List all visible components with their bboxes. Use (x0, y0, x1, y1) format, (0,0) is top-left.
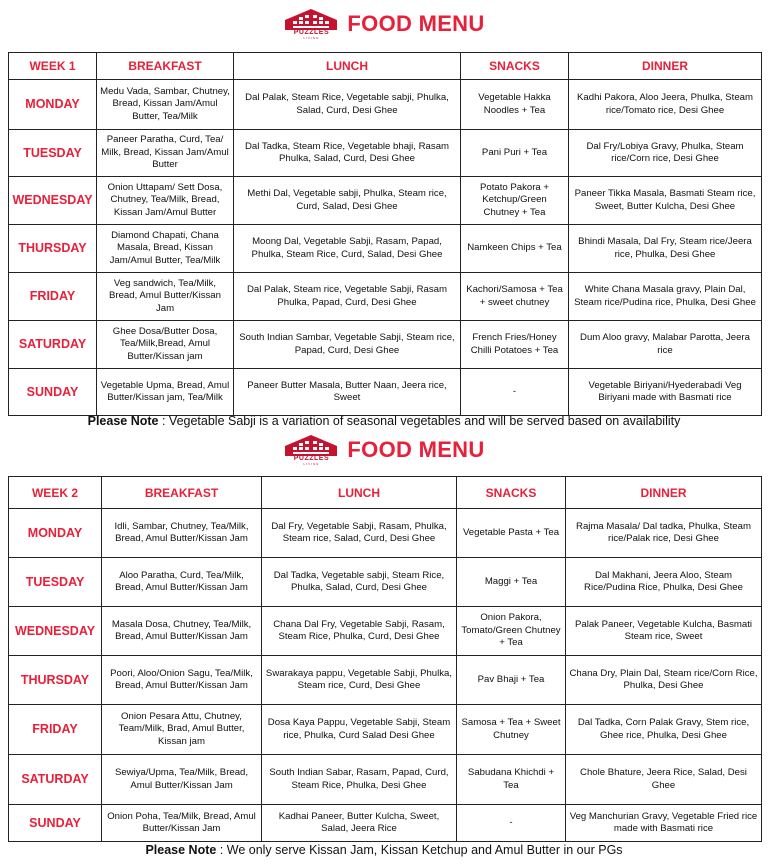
dinner-cell: Palak Paneer, Vegetable Kulcha, Basmati Steam rice, Sweet (566, 607, 762, 656)
day-cell: MONDAY (9, 80, 97, 130)
brand-sub: LIVING (303, 36, 320, 40)
breakfast-cell: Paneer Paratha, Curd, Tea/ Milk, Bread, Kissan Jam/Amul Butter (97, 130, 234, 177)
day-cell: WEDNESDAY (9, 607, 102, 656)
lunch-cell: South Indian Sambar, Vegetable Sabji, Steam rice, Papad, Curd, Desi Ghee (234, 321, 461, 369)
column-breakfast: BREAKFAST (97, 53, 234, 80)
dinner-cell: Bhindi Masala, Dal Fry, Steam rice/Jeera rice, Phulka, Desi Ghee (569, 225, 762, 273)
house-logo-icon (283, 8, 339, 30)
dinner-cell: Kadhi Pakora, Aloo Jeera, Phulka, Steam rice/Tomato rice, Desi Ghee (569, 80, 762, 130)
column-snacks: SNACKS (461, 53, 569, 80)
dinner-cell: Veg Manchurian Gravy, Vegetable Fried rice made with Basmati rice (566, 805, 762, 842)
lunch-cell: South Indian Sabar, Rasam, Papad, Curd, Steam Rice, Phulka, Desi Ghee (262, 755, 457, 805)
dinner-cell: Dal Makhani, Jeera Aloo, Steam Rice/Pudina Rice, Phulka, Desi Ghee (566, 558, 762, 607)
table-row (9, 805, 762, 842)
table-row (9, 273, 762, 321)
table-row (9, 225, 762, 273)
table-row (9, 558, 762, 607)
breakfast-cell: Medu Vada, Sambar, Chutney, Bread, Kissan Jam/Amul Butter, Tea/Milk (97, 80, 234, 130)
snacks-cell: French Fries/Honey Chilli Potatoes + Tea (461, 321, 569, 369)
note-text: : We only serve Kissan Jam, Kissan Ketchup and Amul Butter in our PGs (216, 843, 623, 857)
snacks-cell: Potato Pakora + Ketchup/Green Chutney + Tea (461, 177, 569, 225)
snacks-cell: Kachori/Samosa + Tea + sweet chutney (461, 273, 569, 321)
snacks-cell: - (461, 369, 569, 416)
table-row (9, 509, 762, 558)
brand-name: PUZZLES (293, 29, 330, 36)
day-cell: MONDAY (9, 509, 102, 558)
snacks-cell: Pani Puri + Tea (461, 130, 569, 177)
day-cell: SATURDAY (9, 755, 102, 805)
dinner-cell: White Chana Masala gravy, Plain Dal, Steam rice/Pudina rice, Phulka, Desi Ghee (569, 273, 762, 321)
lunch-cell: Dal Palak, Steam Rice, Vegetable sabji, Phulka, Salad, Curd, Desi Ghee (234, 80, 461, 130)
breakfast-cell: Idli, Sambar, Chutney, Tea/Milk, Bread, Amul Butter/Kissan Jam (102, 509, 262, 558)
dinner-cell: Paneer Tikka Masala, Basmati Steam rice, Sweet, Butter Kulcha, Desi Ghee (569, 177, 762, 225)
table-row (9, 755, 762, 805)
table-row (9, 705, 762, 755)
house-logo-icon (283, 434, 339, 456)
breakfast-cell: Diamond Chapati, Chana Masala, Bread, Kissan Jam/Amul Butter, Tea/Milk (97, 225, 234, 273)
lunch-cell: Dal Tadka, Vegetable sabji, Steam Rice, Phulka, Salad, Curd, Desi Ghee (262, 558, 457, 607)
dinner-cell: Rajma Masala/ Dal tadka, Phulka, Steam rice/Palak rice, Desi Ghee (566, 509, 762, 558)
snacks-cell: Vegetable Hakka Noodles + Tea (461, 80, 569, 130)
table-row (9, 656, 762, 705)
lunch-cell: Paneer Butter Masala, Butter Naan, Jeera rice, Sweet (234, 369, 461, 416)
table-row (9, 177, 762, 225)
dinner-cell: Dal Tadka, Corn Palak Gravy, Stem rice, Ghee rice, Phulka, Desi Ghee (566, 705, 762, 755)
lunch-cell: Dal Fry, Vegetable Sabji, Rasam, Phulka, Steam rice, Salad, Curd, Desi Ghee (262, 509, 457, 558)
dinner-cell: Dal Fry/Lobiya Gravy, Phulka, Steam rice/Corn rice, Desi Ghee (569, 130, 762, 177)
week1-section (8, 52, 761, 416)
column-lunch: LUNCH (234, 53, 461, 80)
snacks-cell: - (457, 805, 566, 842)
snacks-cell: Onion Pakora, Tomato/Green Chutney + Tea (457, 607, 566, 656)
day-cell: THURSDAY (9, 656, 102, 705)
lunch-cell: Dal Tadka, Steam Rice, Vegetable bhaji, Rasam Phulka, Salad, Curd, Desi Ghee (234, 130, 461, 177)
lunch-cell: Chana Dal Fry, Vegetable Sabji, Rasam, Steam Rice, Phulka, Curd, Desi Ghee (262, 607, 457, 656)
page-title: FOOD MENU (347, 437, 485, 462)
week1-table (8, 52, 762, 416)
table-row (9, 607, 762, 656)
week1-header (0, 6, 768, 42)
table-row (9, 80, 762, 130)
snacks-cell: Vegetable Pasta + Tea (457, 509, 566, 558)
week2-table (8, 476, 762, 842)
breakfast-cell: Veg sandwich, Tea/Milk, Bread, Amul Butter/Kissan Jam (97, 273, 234, 321)
dinner-cell: Chole Bhature, Jeera Rice, Salad, Desi Ghee (566, 755, 762, 805)
brand-sub: LIVING (303, 462, 320, 466)
day-cell: FRIDAY (9, 273, 97, 321)
brand-logo (283, 8, 339, 40)
lunch-cell: Methi Dal, Vegetable sabji, Phulka, Steam rice, Curd, Salad, Desi Ghee (234, 177, 461, 225)
breakfast-cell: Poori, Aloo/Onion Sagu, Tea/Milk, Bread, Amul Butter/Kissan Jam (102, 656, 262, 705)
week-label: WEEK 2 (9, 477, 102, 509)
breakfast-cell: Onion Uttapam/ Sett Dosa, Chutney, Tea/Milk, Bread, Kissan Jam/Amul Butter (97, 177, 234, 225)
lunch-cell: Dal Palak, Steam rice, Vegetable Sabji, Rasam Phulka, Papad, Curd, Desi Ghee (234, 273, 461, 321)
breakfast-cell: Onion Poha, Tea/Milk, Bread, Amul Butter/Kissan Jam (102, 805, 262, 842)
lunch-cell: Moong Dal, Vegetable Sabji, Rasam, Papad, Phulka, Steam Rice, Curd, Salad, Desi Ghee (234, 225, 461, 273)
column-breakfast: BREAKFAST (102, 477, 262, 509)
day-cell: SATURDAY (9, 321, 97, 369)
snacks-cell: Samosa + Tea + Sweet Chutney (457, 705, 566, 755)
week1-header-row (9, 53, 762, 80)
week2-header-row (9, 477, 762, 509)
day-cell: WEDNESDAY (9, 177, 97, 225)
page-title: FOOD MENU (347, 11, 485, 36)
day-cell: TUESDAY (9, 558, 102, 607)
snacks-cell: Pav Bhaji + Tea (457, 656, 566, 705)
table-row (9, 130, 762, 177)
snacks-cell: Sabudana Khichdi + Tea (457, 755, 566, 805)
breakfast-cell: Vegetable Upma, Bread, Amul Butter/Kissan jam, Tea/Milk (97, 369, 234, 416)
column-lunch: LUNCH (262, 477, 457, 509)
snacks-cell: Maggi + Tea (457, 558, 566, 607)
column-snacks: SNACKS (457, 477, 566, 509)
brand-name: PUZZLES (293, 455, 330, 462)
lunch-cell: Kadhai Paneer, Butter Kulcha, Sweet, Salad, Jeera Rice (262, 805, 457, 842)
note-label: Please Note (145, 843, 217, 857)
lunch-cell: Dosa Kaya Pappu, Vegetable Sabji, Steam rice, Phulka, Curd Salad Desi Ghee (262, 705, 457, 755)
day-cell: SUNDAY (9, 805, 102, 842)
day-cell: FRIDAY (9, 705, 102, 755)
day-cell: SUNDAY (9, 369, 97, 416)
week-label: WEEK 1 (9, 53, 97, 80)
breakfast-cell: Ghee Dosa/Butter Dosa, Tea/Milk,Bread, Amul Butter/Kissan jam (97, 321, 234, 369)
week1-note (0, 414, 768, 428)
dinner-cell: Dum Aloo gravy, Malabar Parotta, Jeera rice (569, 321, 762, 369)
column-dinner: DINNER (569, 53, 762, 80)
table-row (9, 321, 762, 369)
day-cell: TUESDAY (9, 130, 97, 177)
column-dinner: DINNER (566, 477, 762, 509)
table-row (9, 369, 762, 416)
breakfast-cell: Onion Pesara Attu, Chutney, Team/Milk, Brad, Amul Butter, Kissan jam (102, 705, 262, 755)
lunch-cell: Swarakaya pappu, Vegetable Sabji, Phulka, Steam rice, Curd, Desi Ghee (262, 656, 457, 705)
week2-note (0, 843, 768, 857)
week2-header (0, 432, 768, 468)
breakfast-cell: Masala Dosa, Chutney, Tea/Milk, Bread, Amul Butter/Kissan Jam (102, 607, 262, 656)
snacks-cell: Namkeen Chips + Tea (461, 225, 569, 273)
breakfast-cell: Sewiya/Upma, Tea/Milk, Bread, Amul Butter/Kissan Jam (102, 755, 262, 805)
dinner-cell: Chana Dry, Plain Dal, Steam rice/Corn Rice, Phulka, Desi Ghee (566, 656, 762, 705)
note-label: Please Note (87, 414, 159, 428)
day-cell: THURSDAY (9, 225, 97, 273)
brand-logo (283, 434, 339, 466)
dinner-cell: Vegetable Biriyani/Hyederabadi Veg Biriyani made with Basmati rice (569, 369, 762, 416)
week2-section (8, 476, 761, 842)
breakfast-cell: Aloo Paratha, Curd, Tea/Milk, Bread, Amul Butter/Kissan Jam (102, 558, 262, 607)
note-text: : Vegetable Sabji is a variation of seasonal vegetables and will be served based on availability (158, 414, 681, 428)
